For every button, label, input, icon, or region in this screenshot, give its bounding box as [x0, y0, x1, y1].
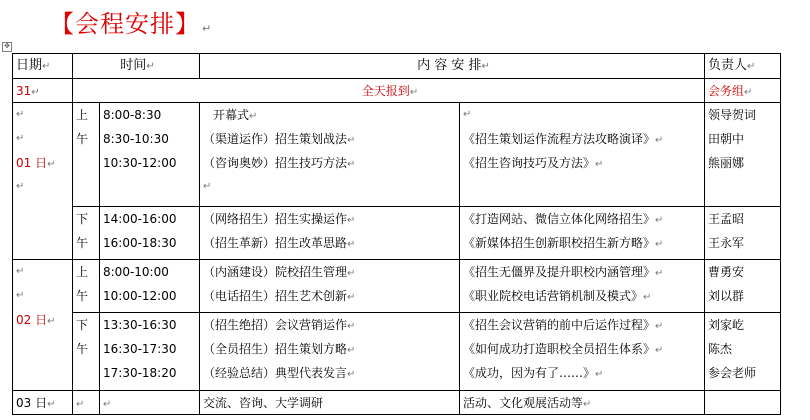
header-owner: 负责人↵ — [705, 54, 781, 79]
material-cell: 《职业院校电话营销机制及模式》↵ — [463, 288, 652, 303]
material-cell: 《打造网站、微信立体化网络招生》↵ — [463, 212, 664, 227]
day01-pm-label: 下 午 — [73, 207, 100, 260]
row-day01-am — [13, 103, 781, 207]
day01-am-materials: ↵ 《招生策划运作流程方法攻略演译》↵ 《招生咨询技巧及方法》↵ — [460, 103, 705, 207]
day02-pm-owners — [705, 312, 781, 390]
time-cell: 16:30-17:30 — [103, 341, 177, 356]
day02-am-topics — [200, 259, 460, 312]
day03-label: ↵ — [73, 391, 100, 415]
time-cell: 10:30-12:00 — [103, 156, 177, 170]
topic-cell: （全员招生）招生策划方略↵ — [203, 341, 356, 356]
day02-date: 02 日↵ — [16, 312, 56, 327]
day02-am-owners — [705, 259, 781, 312]
row-day03 — [13, 391, 781, 415]
material-cell: 《招生会议营销的前中后运作过程》↵ — [463, 317, 664, 332]
header-date: 日期↵ — [13, 54, 73, 79]
day31-content: 全天报到↵ — [73, 79, 705, 103]
schedule-table — [12, 53, 781, 415]
day31-owner: 会务组↵ — [705, 79, 781, 103]
time-cell: 16:00-18:30 — [103, 236, 177, 251]
day02-date-cell: ↵ ↵ 02 日↵ — [13, 259, 73, 390]
owner-cell: 刘家屹 — [708, 317, 745, 332]
owner-cell: 参会老师 — [708, 365, 757, 380]
owner-cell: 王永军 — [708, 236, 745, 251]
header-time: 时间↵ — [73, 54, 200, 79]
owner-cell: 刘以群 — [708, 288, 745, 303]
time-cell: 8:00-10:00 — [103, 264, 169, 279]
day01-am-label: 上 午 — [73, 103, 100, 207]
time-cell: 10:00-12:00 — [103, 288, 177, 303]
topic-cell: （招生革新）招生改革思路↵ — [203, 236, 356, 251]
topic-cell: 开幕式↵ — [213, 108, 258, 122]
row-day02-pm — [13, 312, 781, 390]
day02-pm-materials — [460, 312, 705, 390]
header-row — [13, 54, 781, 79]
day02-pm-topics — [200, 312, 460, 390]
time-cell: 13:30-16:30 — [103, 317, 177, 332]
owner-cell: 曹勇安 — [708, 264, 745, 279]
day01-pm-times — [100, 207, 200, 260]
owner-cell: 王孟昭 — [708, 212, 745, 227]
day01-pm-topics — [200, 207, 460, 260]
day03-material: 活动、文化观展活动等↵ — [460, 391, 705, 415]
day01-am-times — [100, 103, 200, 207]
owner-cell: 田朝中 — [708, 132, 745, 146]
day02-am-label: 上 午 — [73, 259, 100, 312]
time-cell: 14:00-16:00 — [103, 212, 177, 227]
day02-am-times — [100, 259, 200, 312]
time-cell: 17:30-18:20 — [103, 365, 177, 380]
day01-am-owners — [705, 103, 781, 207]
day03-topic: 交流、咨询、大学调研 — [200, 391, 460, 415]
topic-cell: （咨询奥妙）招生技巧方法↵ — [203, 156, 356, 170]
material-cell: 《招生咨询技巧及方法》↵ — [463, 156, 604, 170]
day01-am-topics: 开幕式↵ （渠道运作）招生策划战法↵ （咨询奥妙）招生技巧方法↵ ↵ — [200, 103, 460, 207]
paragraph-mark: ↵ — [202, 22, 213, 35]
topic-cell: （招生绝招）会议营销运作↵ — [203, 317, 356, 332]
material-cell: 《新媒体招生创新职校招生新方略》↵ — [463, 236, 664, 251]
material-cell: 《如何成功打造职校全员招生体系》↵ — [463, 341, 664, 356]
topic-cell: （电话招生）招生艺术创新↵ — [203, 288, 356, 303]
day31-date: 31↵ — [13, 79, 73, 103]
day01-date-cell: ↵ ↵ 01 日↵ ↵ — [13, 103, 73, 260]
material-cell: 《招生无僵界及提升职校内涵管理》↵ — [463, 264, 664, 279]
header-content: 内 容 安 排↵ — [200, 54, 705, 79]
day01-pm-owners — [705, 207, 781, 260]
time-cell: 8:00-8:30 — [103, 108, 162, 122]
owner-cell: 熊丽娜 — [708, 156, 745, 170]
material-cell: 《招生策划运作流程方法攻略演译》↵ — [463, 132, 664, 146]
table-move-handle-icon[interactable]: ✥ — [2, 42, 12, 52]
owner-cell: 陈杰 — [708, 341, 733, 356]
day03-date: 03 日↵ — [13, 391, 73, 415]
owner-cell: 领导贺词 — [708, 108, 757, 122]
page-title: 【会程安排】 ↵ — [50, 10, 213, 38]
time-cell: 8:30-10:30 — [103, 132, 169, 146]
day01-date: 01 日↵ — [16, 156, 56, 170]
material-cell: 《成功，因为有了……》↵ — [463, 365, 604, 380]
day02-pm-times — [100, 312, 200, 390]
topic-cell: （经验总结）典型代表发言↵ — [203, 365, 356, 380]
topic-cell: （网络招生）招生实操运作↵ — [203, 212, 356, 227]
topic-cell: （渠道运作）招生策划战法↵ — [203, 132, 356, 146]
day03-owner — [705, 391, 781, 415]
row-day01-pm — [13, 207, 781, 260]
day01-pm-materials — [460, 207, 705, 260]
day03-time: ↵ — [100, 391, 200, 415]
row-day31 — [13, 79, 781, 103]
day02-pm-label: 下 午 — [73, 312, 100, 390]
day02-am-materials — [460, 259, 705, 312]
row-day02-am — [13, 259, 781, 312]
topic-cell: （内涵建设）院校招生管理↵ — [203, 264, 356, 279]
